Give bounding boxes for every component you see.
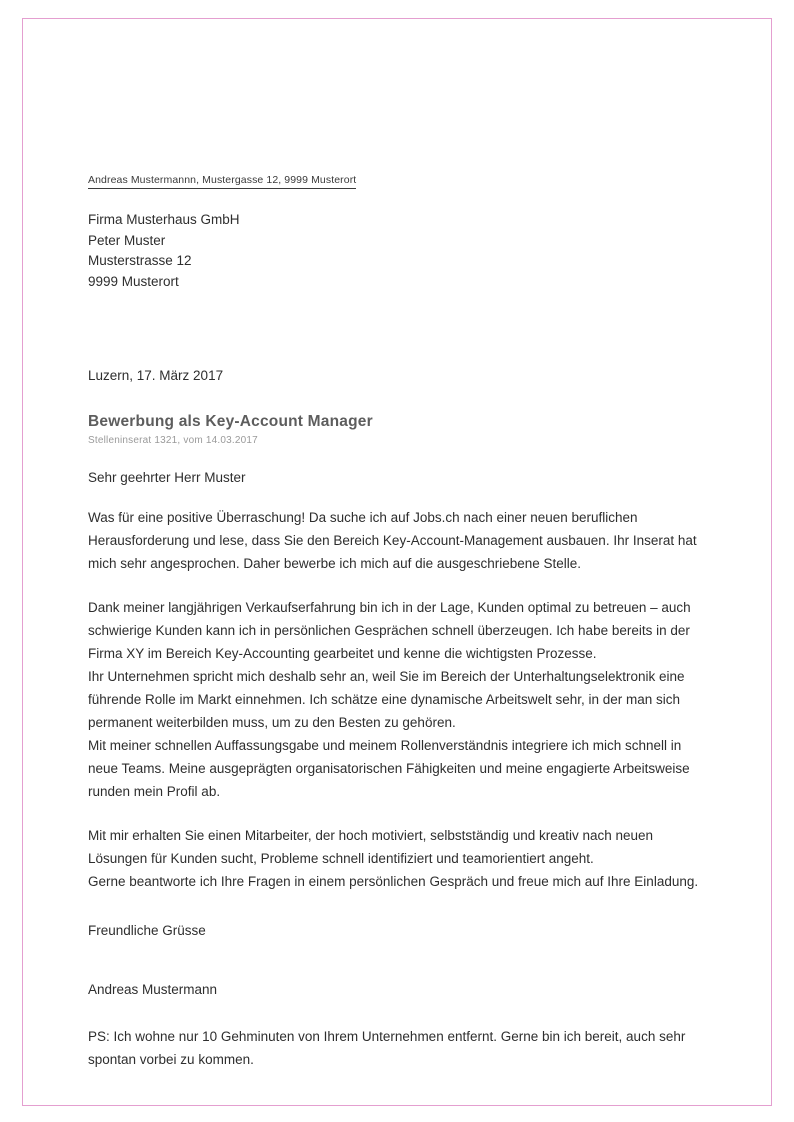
postscript: PS: Ich wohne nur 10 Gehminuten von Ihrem Unternehmen entfernt. Gerne bin ich bereit, auch sehr spontan vorbei zu kommen. <box>88 1029 686 1067</box>
body-paragraph-2: Dank meiner langjährigen Verkaufserfahrung bin ich in der Lage, Kunden optimal zu betreuen – auch schwierige Kunden kann ich in persönlichen Gesprächen schnell überzeugen. Ich habe bereits in der Firma XY im Bereich Key-Accounting gearbeitet und kenne die wichtigsten Prozesse. <box>88 600 691 661</box>
recipient-person: Peter Muster <box>88 232 166 248</box>
recipient-city: 9999 Musterort <box>88 273 179 289</box>
body-paragraph-1: Was für eine positive Überraschung! Da suche ich auf Jobs.ch nach einer neuen beruflichen Herausforderung und lese, dass Sie den Bereich Key-Account-Management ausbauen. Ihr Inserat hat mich sehr angesprochen. Daher bewerbe ich mich auf die ausgeschriebene Stelle. <box>88 510 697 571</box>
closing-line: Freundliche Grüsse <box>88 923 206 938</box>
date-line: Luzern, 17. März 2017 <box>88 368 224 383</box>
recipient-company: Firma Musterhaus GmbH <box>88 212 240 227</box>
signature-name: Andreas Mustermann <box>88 982 218 997</box>
recipient-address-block <box>88 210 713 292</box>
body-paragraph-5: Mit mir erhalten Sie einen Mitarbeiter, der hoch motiviert, selbstständig und kreativ nach neuen Lösungen für Kunden sucht, Probleme schnell identifiziert und teamorientiert angeht. <box>88 828 654 866</box>
letter-body <box>88 170 713 1071</box>
body-paragraph-4: Mit meiner schnellen Auffassungsgabe und meinem Rollenverständnis integriere ich mich schnell in neue Teams. Meine ausgeprägten organisatorischen Fähigkeiten und meine engagierte Arbeitsweise runden mein Profil ab. <box>88 738 690 799</box>
sender-address-line: Andreas Mustermannn, Mustergasse 12, 9999 Musterort <box>88 173 356 189</box>
body-paragraph-3: Ihr Unternehmen spricht mich deshalb sehr an, weil Sie im Bereich der Unterhaltungselektronik eine führende Rolle im Markt einnehmen. Ich schätze eine dynamische Arbeitswelt sehr, in der man sich permanent weiterbilden muss, um zu den Besten zu gehören. <box>88 669 685 730</box>
subject-reference: Stelleninserat 1321, vom 14.03.2017 <box>88 435 258 446</box>
body-paragraph-6: Gerne beantworte ich Ihre Fragen in einem persönlichen Gespräch und freue mich auf Ihre Einladung. <box>88 874 699 889</box>
recipient-street: Musterstrasse 12 <box>88 253 192 268</box>
salutation: Sehr geehrter Herr Muster <box>88 470 246 485</box>
subject-heading: Bewerbung als Key-Account Manager <box>88 413 373 430</box>
